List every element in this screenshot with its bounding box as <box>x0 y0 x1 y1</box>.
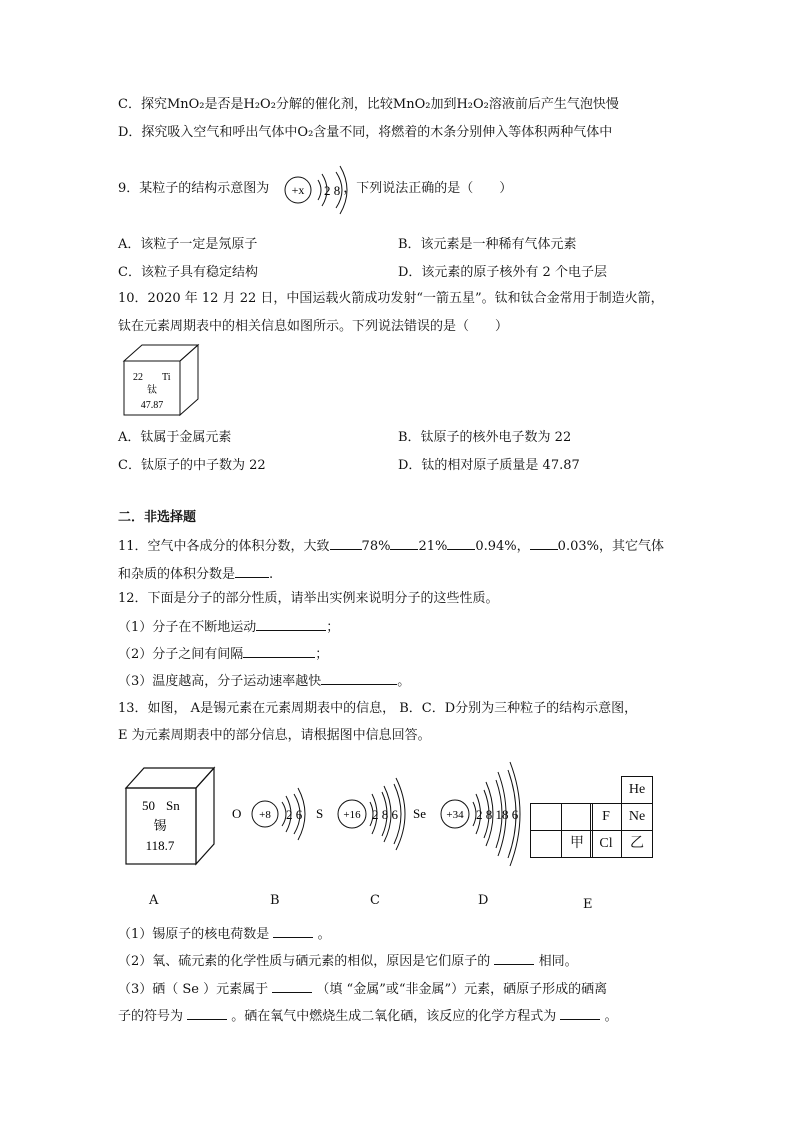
q13-sub3 <box>118 979 607 999</box>
q11-value-2: 21% <box>418 539 448 554</box>
e-cell-empty-3 <box>530 830 562 858</box>
q10-option-c: C．钛原子的中子数为 22 <box>118 458 266 473</box>
q13-sub1-end: 。 <box>317 927 331 942</box>
q13-sub1-text: （1）锡原子的核电荷数是 <box>118 927 270 942</box>
q13-figure-a-tin-box <box>118 766 218 866</box>
sn-name: 锡 <box>153 819 167 834</box>
q11-blank-1[interactable] <box>330 536 362 550</box>
q13-sub3-line2-text: 子的符号为 <box>118 1009 184 1024</box>
q12-sub2-text: （2）分子之间有间隔 <box>118 647 244 662</box>
q12-sub1-end: ； <box>326 620 340 635</box>
e-cell-jia: 甲 <box>561 830 593 858</box>
q9-option-a: A．该粒子一定是氖原子 <box>118 237 258 252</box>
e-cell-yi: 乙 <box>621 830 653 858</box>
e-cell-he: He <box>621 776 653 804</box>
label-d: D <box>478 893 489 908</box>
q10-symbol: Ti <box>162 372 171 383</box>
e-cell-f: F <box>590 803 622 831</box>
section-title: 二．非选择题 <box>118 510 197 525</box>
q11-line2 <box>118 564 273 584</box>
q10-element-box <box>118 343 200 417</box>
q11-blank-4[interactable] <box>530 536 558 550</box>
q12-sub2 <box>118 644 328 664</box>
q12-sub3-end: 。 <box>397 674 411 689</box>
e-cell-ne: Ne <box>621 803 653 831</box>
q12-sub3-text: （3）温度越高，分子运动速率越快 <box>118 674 322 689</box>
b-nucleus: +8 <box>259 809 271 821</box>
q12-blank-1[interactable] <box>256 617 326 631</box>
q9-atom-diagram <box>282 160 362 220</box>
q12-sub1 <box>118 617 339 637</box>
q11-value-1: 78% <box>361 539 391 554</box>
q8-option-c: C．探究MnO₂是否是H₂O₂分解的催化剂，比较MnO₂加到H₂O₂溶液前后产生气泡快慢 <box>118 97 619 112</box>
q13-sub3-text-b: （填 “金属”或“非金属”）元素，硒原子形成的硒离 <box>316 982 608 997</box>
q12-sub2-end: ； <box>315 647 329 662</box>
d-symbol: Se <box>413 806 426 821</box>
q9-stem-after: ，下列说法正确的是（ ） <box>343 181 513 196</box>
q10-option-d: D．钛的相对原子质量是 47.87 <box>398 458 580 473</box>
label-c: C <box>370 893 380 908</box>
q10-stem-line1: 10．2020 年 12 月 22 日，中国运载火箭成功发射“一箭五星”。钛和钛合金常用于制造火箭， <box>118 291 664 306</box>
q13-blank-5[interactable] <box>560 1006 600 1020</box>
q10-stem-line2: 钛在元素周期表中的相关信息如图所示。下列说法错误的是（ ） <box>118 319 509 334</box>
q10-mass: 47.87 <box>140 400 164 411</box>
sn-atomic-number: 50 <box>142 798 155 813</box>
q12-stem: 12．下面是分子的部分性质，请举出实例来说明分子的这些性质。 <box>118 591 499 606</box>
d-shells: 2 8 18 6 <box>476 807 519 822</box>
b-symbol: O <box>232 806 242 821</box>
d-nucleus: +34 <box>446 809 464 821</box>
q11-blank-3[interactable] <box>447 536 475 550</box>
e-cell-cl: Cl <box>590 830 622 858</box>
q11-stem: 11．空气中各成分的体积分数，大致 <box>118 539 330 554</box>
q9-stem-before: 9．某粒子的结构示意图为 <box>118 181 270 196</box>
q13-blank-3[interactable] <box>272 979 312 993</box>
q13-sub1 <box>118 924 331 944</box>
label-b: B <box>270 893 280 908</box>
q10-atomic-number: 22 <box>133 372 143 383</box>
q13-blank-4[interactable] <box>187 1006 227 1020</box>
c-nucleus: +16 <box>343 809 361 821</box>
sn-mass: 118.7 <box>145 838 175 853</box>
c-symbol: S <box>316 806 324 821</box>
q9-option-c: C．该粒子具有稳定结构 <box>118 265 258 280</box>
q12-blank-2[interactable] <box>243 644 315 658</box>
q11-line1 <box>118 536 664 556</box>
q13-sub3-line2 <box>118 1006 618 1026</box>
q11-line2-end: . <box>269 567 274 582</box>
q12-sub1-text: （1）分子在不断地运动 <box>118 620 257 635</box>
q13-sub3-line2-text-b: 。硒在氧气中燃烧生成二氧化硒，该反应的化学方程式为 <box>231 1009 557 1024</box>
q9-option-d: D．该元素的原子核外有 2 个电子层 <box>398 265 607 280</box>
q9-option-b: B．该元素是一种稀有气体元素 <box>398 237 577 252</box>
q11-blank-5[interactable] <box>235 564 269 578</box>
q13-sub3-text: （3）硒（ Se ）元素属于 <box>118 982 269 997</box>
q13-figure-c-sulfur <box>334 772 434 858</box>
q10-option-b: B．钛原子的核外电子数为 22 <box>398 430 572 445</box>
c-shells: 2 8 6 <box>372 807 398 822</box>
q13-stem-line2: E 为元素周期表中的部分信息，请根据图中信息回答。 <box>118 728 431 743</box>
label-a: A <box>149 893 159 908</box>
q12-blank-3[interactable] <box>321 671 397 685</box>
q10-option-a: A．钛属于金属元素 <box>118 430 232 445</box>
e-cell-empty-1 <box>530 803 562 831</box>
q13-sub2-end: 相同。 <box>538 954 578 969</box>
q13-blank-1[interactable] <box>273 924 313 938</box>
q13-sub2-text: （2）氧、硫元素的化学性质与硒元素的相似，原因是它们原子的 <box>118 954 491 969</box>
q11-line2-text: 和杂质的体积分数是 <box>118 567 236 582</box>
q13-figure-b-oxygen <box>228 780 328 850</box>
q13-sub3-line2-end: 。 <box>604 1009 618 1024</box>
label-e: E <box>583 897 593 912</box>
q13-figure-d-selenium <box>440 754 536 874</box>
q12-sub3 <box>118 671 410 691</box>
q9-shells: 2 8 <box>324 183 341 198</box>
q10-name: 钛 <box>147 385 157 396</box>
q8-option-d: D．探究吸入空气和呼出气体中O₂含量不同，将燃着的木条分别伸入等体积两种气体中 <box>118 125 613 140</box>
q11-blank-2[interactable] <box>390 536 418 550</box>
q9-nucleus: +x <box>291 183 305 197</box>
b-shells: 2 6 <box>286 807 303 822</box>
q11-value-4: 0.03%，其它气体 <box>557 539 664 554</box>
e-cell-empty-2 <box>561 803 593 831</box>
sn-symbol: Sn <box>166 798 180 813</box>
q11-value-3: 0.94%， <box>475 539 530 554</box>
q13-blank-2[interactable] <box>494 951 534 965</box>
q13-stem-line1: 13．如图， A是锡元素在元素周期表中的信息， B．C．D分别为三种粒子的结构示意图， <box>118 701 638 716</box>
q13-sub2 <box>118 951 578 971</box>
